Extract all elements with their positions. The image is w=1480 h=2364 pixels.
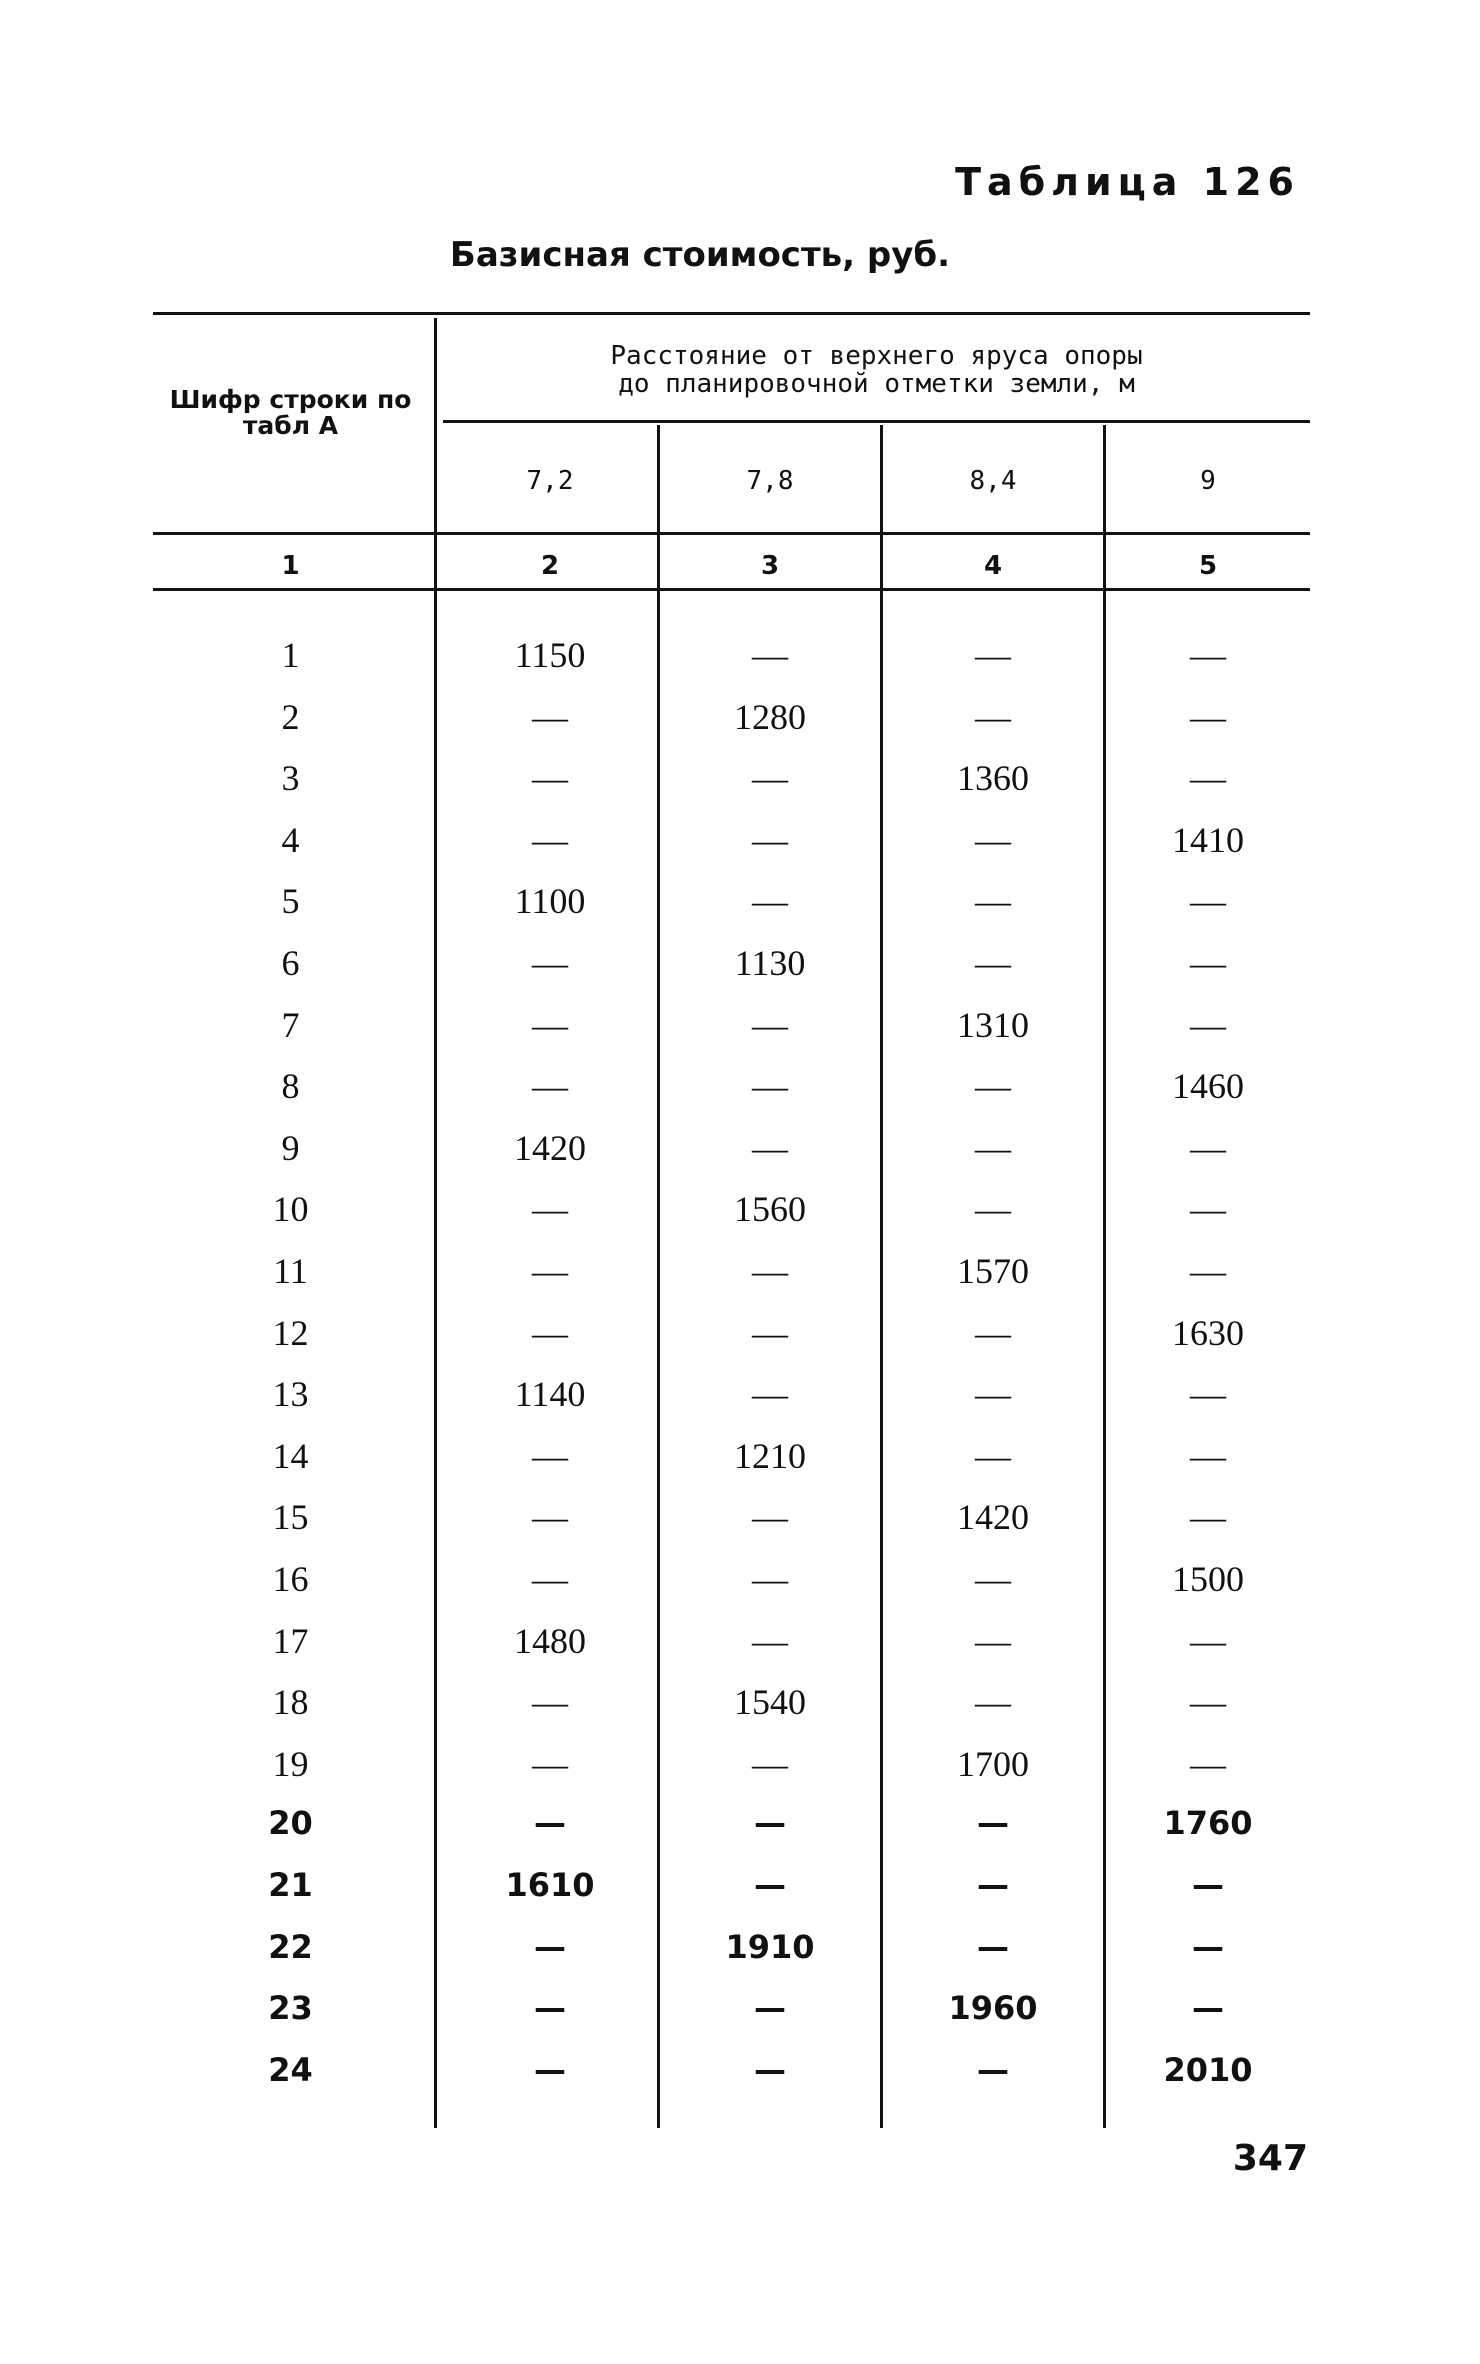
value-cell: — (975, 943, 1011, 983)
header-bottom-rule (153, 532, 1310, 535)
row-code-cell: 21 (268, 1866, 313, 1904)
value-cell: 1570 (957, 1251, 1029, 1291)
row-code-cell: 15 (272, 1497, 309, 1538)
value-cell: — (975, 635, 1011, 675)
value-cell: — (975, 1620, 1011, 1661)
value-cell: 1310 (957, 1004, 1029, 1045)
row-code-cell: 17 (272, 1620, 309, 1661)
row-code-cell: 14 (272, 1435, 309, 1476)
value-cell: — (532, 1004, 568, 1045)
value-cell: — (752, 1620, 788, 1661)
numbers-bottom-rule (153, 588, 1310, 591)
value-cell: — (752, 1559, 788, 1599)
value-cell: — (1190, 1251, 1226, 1291)
table-label: Таблица 126 (955, 160, 1300, 204)
value-cell: 1150 (514, 635, 586, 675)
value-cell: — (752, 635, 788, 675)
value-cell: — (977, 1927, 1009, 1966)
row-code-cell: 11 (273, 1251, 308, 1291)
value-cell: 1500 (1172, 1559, 1244, 1599)
value-cell: 1420 (514, 1127, 586, 1168)
value-cell: — (975, 1127, 1011, 1168)
row-code-header-text: Шифр строки по табл А (169, 385, 412, 440)
value-cell: 1610 (505, 1866, 595, 1904)
value-cell: — (752, 1066, 788, 1107)
value-cell: — (752, 1743, 788, 1784)
distance-9: 9 (1200, 466, 1216, 496)
row-code-cell: 4 (281, 819, 300, 860)
value-cell: 1130 (734, 943, 806, 983)
value-cell: — (975, 1435, 1011, 1476)
value-cell: — (532, 1559, 568, 1599)
value-cell: — (1190, 635, 1226, 675)
value-cell: — (752, 819, 788, 860)
value-cell: — (975, 696, 1011, 737)
row-code-cell: 16 (272, 1559, 309, 1599)
value-cell: — (532, 1312, 568, 1353)
value-cell: — (534, 2050, 566, 2089)
value-cell: — (534, 1927, 566, 1966)
value-cell: — (975, 1559, 1011, 1599)
value-cell: — (977, 1866, 1009, 1904)
value-cell: 1360 (957, 758, 1029, 799)
subheader-rule (443, 420, 1310, 423)
value-cell: — (532, 1682, 568, 1723)
value-cell: — (534, 1989, 566, 2028)
value-cell: — (532, 696, 568, 737)
value-cell: 2010 (1163, 2050, 1253, 2089)
value-cell: — (1190, 1435, 1226, 1476)
row-code-cell: 5 (281, 881, 300, 922)
distance-7-2: 7,2 (526, 466, 574, 496)
column-rule-1 (434, 318, 437, 2128)
price-table (153, 312, 1310, 2112)
value-cell: 1210 (734, 1435, 806, 1476)
column-number-3: 3 (760, 551, 780, 581)
row-code-cell: 23 (268, 1989, 313, 2028)
value-cell: — (1192, 1989, 1224, 2028)
value-cell: — (532, 1435, 568, 1476)
value-cell: — (754, 1866, 786, 1904)
top-rule (153, 312, 1310, 315)
row-code-cell: 9 (281, 1127, 300, 1168)
value-cell: — (1190, 881, 1226, 922)
value-cell: — (532, 758, 568, 799)
column-number-1: 1 (281, 551, 300, 581)
row-code-cell: 20 (268, 1804, 313, 1843)
distance-7-8: 7,8 (746, 466, 794, 496)
row-code-cell: 6 (281, 943, 300, 983)
value-cell: — (532, 1497, 568, 1538)
value-cell: — (1192, 1866, 1224, 1904)
value-cell: — (532, 1066, 568, 1107)
value-cell: — (1190, 1620, 1226, 1661)
value-cell: — (752, 1251, 788, 1291)
value-cell: — (754, 1804, 786, 1843)
value-cell: — (752, 758, 788, 799)
value-cell: — (975, 1189, 1011, 1230)
row-code-cell: 13 (272, 1374, 309, 1415)
value-cell: 1560 (734, 1189, 806, 1230)
value-cell: 1460 (1172, 1066, 1244, 1107)
value-cell: — (1190, 1127, 1226, 1168)
value-cell: 1420 (957, 1497, 1029, 1538)
value-cell: — (1190, 1189, 1226, 1230)
value-cell: — (754, 1989, 786, 2028)
table-title: Базисная стоимость, руб. (449, 235, 951, 275)
value-cell: — (1190, 1682, 1226, 1723)
value-cell: — (1190, 1743, 1226, 1784)
row-code-cell: 2 (281, 696, 300, 737)
value-cell: 1910 (725, 1927, 815, 1966)
value-cell: — (975, 1312, 1011, 1353)
value-cell: — (1190, 758, 1226, 799)
value-cell: — (975, 1682, 1011, 1723)
distance-header-line2: до планировочной отметки земли, м (618, 369, 1135, 399)
value-cell: — (752, 1004, 788, 1045)
row-code-cell: 24 (268, 2050, 313, 2089)
distance-8-4: 8,4 (969, 466, 1017, 496)
value-cell: — (975, 1066, 1011, 1107)
value-cell: — (532, 943, 568, 983)
value-cell: — (975, 881, 1011, 922)
value-cell: — (977, 1804, 1009, 1843)
value-cell: — (754, 2050, 786, 2089)
distance-header (443, 342, 1310, 398)
value-cell: — (1190, 943, 1226, 983)
value-cell: — (977, 2050, 1009, 2089)
value-cell: — (975, 1374, 1011, 1415)
value-cell: — (1192, 1927, 1224, 1966)
row-code-cell: 7 (281, 1004, 300, 1045)
column-number-4: 4 (983, 551, 1003, 581)
value-cell: 1630 (1172, 1312, 1244, 1353)
value-cell: — (534, 1804, 566, 1843)
value-cell: 1280 (734, 696, 806, 737)
value-cell: 1140 (514, 1374, 586, 1415)
value-cell: — (532, 1743, 568, 1784)
value-cell: — (1190, 696, 1226, 737)
value-cell: 1700 (957, 1743, 1029, 1784)
value-cell: — (752, 1374, 788, 1415)
value-cell: — (752, 1312, 788, 1353)
row-code-cell: 1 (281, 635, 300, 675)
row-code-cell: 8 (281, 1066, 300, 1107)
value-cell: — (752, 1497, 788, 1538)
value-cell: 1480 (514, 1620, 586, 1661)
row-code-header (153, 387, 428, 439)
value-cell: — (532, 1189, 568, 1230)
value-cell: 1100 (514, 881, 586, 922)
row-code-cell: 12 (272, 1312, 309, 1353)
column-number-2: 2 (540, 551, 560, 581)
row-code-cell: 3 (281, 758, 300, 799)
row-code-cell: 19 (272, 1743, 309, 1784)
row-code-cell: 18 (272, 1682, 309, 1723)
value-cell: 1760 (1163, 1804, 1253, 1843)
value-cell: — (1190, 1004, 1226, 1045)
value-cell: — (1190, 1374, 1226, 1415)
value-cell: — (752, 1127, 788, 1168)
value-cell: 1960 (948, 1989, 1038, 2028)
value-cell: — (532, 1251, 568, 1291)
value-cell: — (1190, 1497, 1226, 1538)
value-cell: — (752, 881, 788, 922)
column-number-5: 5 (1198, 551, 1218, 581)
value-cell: 1410 (1172, 819, 1244, 860)
value-cell: — (532, 819, 568, 860)
distance-header-line1: Расстояние от верхнего яруса опоры (610, 341, 1143, 371)
row-code-cell: 10 (272, 1189, 309, 1230)
value-cell: — (975, 819, 1011, 860)
page-number: 347 (1232, 2138, 1308, 2179)
value-cell: 1540 (734, 1682, 806, 1723)
row-code-cell: 22 (268, 1927, 313, 1966)
